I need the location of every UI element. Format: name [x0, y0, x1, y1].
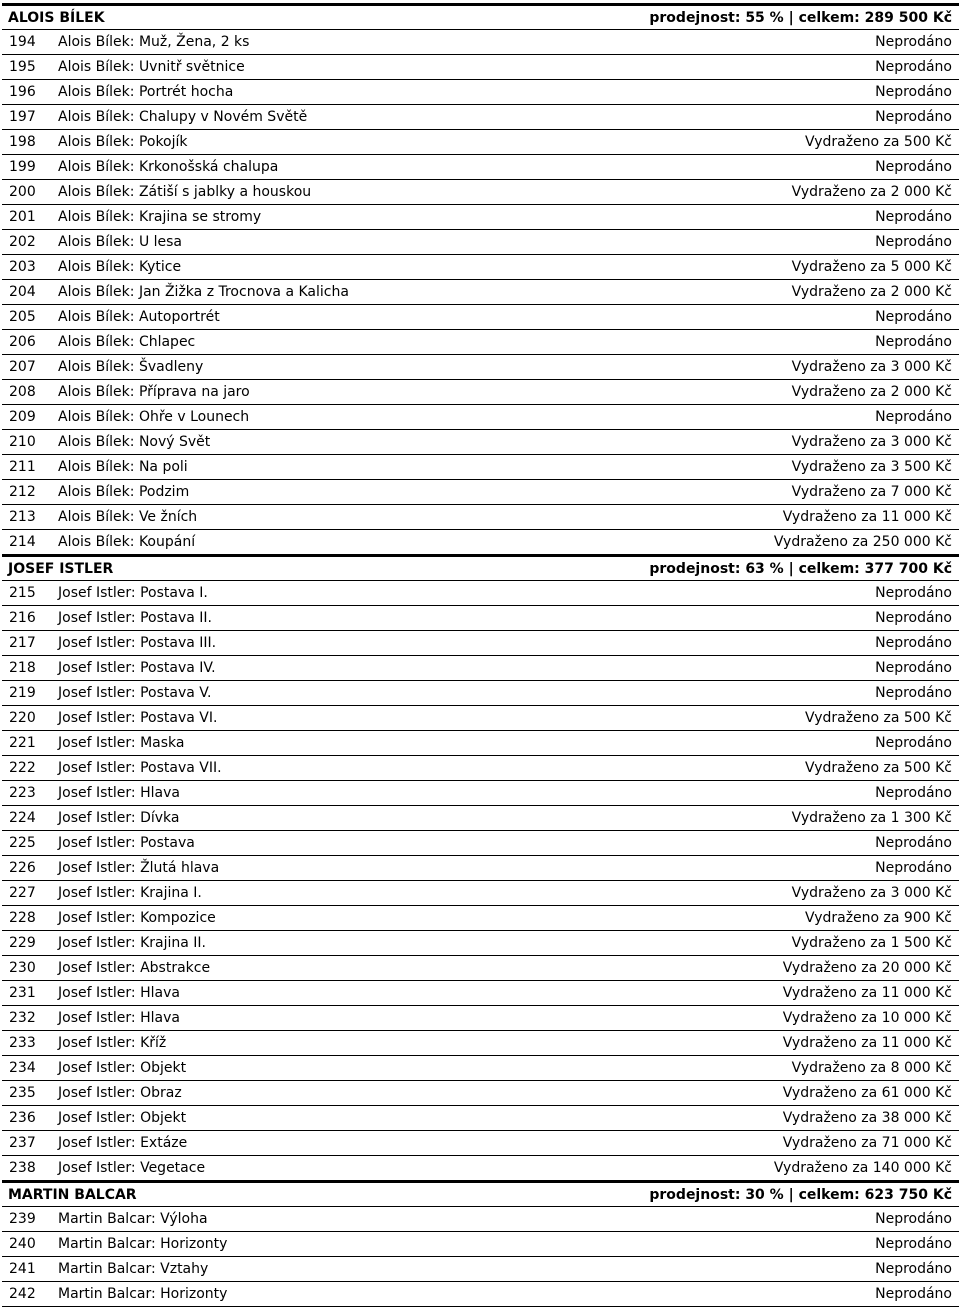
lot-result: Neprodáno [875, 309, 952, 325]
lot-result: Neprodáno [875, 585, 952, 601]
lot-result: Vydraženo za 7 000 Kč [791, 484, 952, 500]
lot-title: Josef Istler: Postava [58, 835, 195, 851]
lot-row [0, 530, 960, 554]
lot-title: Martin Balcar: Vztahy [58, 1261, 209, 1277]
lot-number: 215 [9, 585, 36, 601]
lot-row [0, 831, 960, 855]
lot-row [0, 55, 960, 79]
lot-number: 224 [9, 810, 36, 826]
artist-stats: prodejnost: 55 % | celkem: 289 500 Kč [649, 10, 952, 26]
lot-title: Alois Bílek: Podzim [58, 484, 190, 500]
lot-number: 212 [9, 484, 36, 500]
lot-row [0, 105, 960, 129]
lot-result: Neprodáno [875, 610, 952, 626]
lot-number: 228 [9, 910, 36, 926]
lot-number: 214 [9, 534, 36, 550]
lot-title: Josef Istler: Postava VI. [58, 710, 218, 726]
lot-result: Vydraženo za 2 000 Kč [791, 284, 952, 300]
lot-title: Alois Bílek: Příprava na jaro [58, 384, 250, 400]
lot-result: Neprodáno [875, 1236, 952, 1252]
artist-header [0, 1183, 960, 1206]
lot-number: 208 [9, 384, 36, 400]
artist-stats: prodejnost: 63 % | celkem: 377 700 Kč [649, 561, 952, 577]
lot-result: Neprodáno [875, 660, 952, 676]
lot-title: Josef Istler: Objekt [58, 1110, 187, 1126]
lot-row [0, 981, 960, 1005]
lot-number: 203 [9, 259, 36, 275]
lot-title: Alois Bílek: Chlapec [58, 334, 196, 350]
lot-row [0, 1156, 960, 1180]
lot-row [0, 405, 960, 429]
lot-number: 219 [9, 685, 36, 701]
lot-number: 233 [9, 1035, 36, 1051]
lot-number: 236 [9, 1110, 36, 1126]
lot-result: Neprodáno [875, 234, 952, 250]
lot-number: 217 [9, 635, 36, 651]
lot-row [0, 80, 960, 104]
lot-number: 223 [9, 785, 36, 801]
lot-result: Vydraženo za 1 500 Kč [791, 935, 952, 951]
lot-title: Alois Bílek: Jan Žižka z Trocnova a Kalicha [58, 284, 349, 300]
lot-title: Josef Istler: Postava III. [58, 635, 217, 651]
lot-number: 213 [9, 509, 36, 525]
lot-number: 237 [9, 1135, 36, 1151]
lot-row [0, 430, 960, 454]
lot-number: 207 [9, 359, 36, 375]
lot-result: Vydraženo za 2 000 Kč [791, 184, 952, 200]
lot-title: Alois Bílek: Zátiší s jablky a houskou [58, 184, 312, 200]
lot-result: Neprodáno [875, 1286, 952, 1302]
lot-number: 238 [9, 1160, 36, 1176]
lot-result: Vydraženo za 3 000 Kč [791, 885, 952, 901]
lot-number: 201 [9, 209, 36, 225]
lot-result: Vydraženo za 500 Kč [805, 710, 952, 726]
lot-number: 225 [9, 835, 36, 851]
lot-row [0, 1081, 960, 1105]
lot-row [0, 205, 960, 229]
row-rule [2, 1306, 959, 1307]
lot-result: Vydraženo za 11 000 Kč [782, 985, 952, 1001]
lot-result: Neprodáno [875, 209, 952, 225]
lot-number: 240 [9, 1236, 36, 1252]
lot-title: Josef Istler: Žlutá hlava [58, 860, 220, 876]
lot-row [0, 581, 960, 605]
lot-result: Vydraženo za 8 000 Kč [791, 1060, 952, 1076]
lot-title: Alois Bílek: Kytice [58, 259, 182, 275]
lot-number: 210 [9, 434, 36, 450]
lot-row [0, 756, 960, 780]
lot-row [0, 380, 960, 404]
lot-row [0, 881, 960, 905]
lot-row [0, 255, 960, 279]
lot-row [0, 631, 960, 655]
artist-header [0, 6, 960, 29]
lot-title: Josef Istler: Krajina I. [58, 885, 202, 901]
lot-row [0, 455, 960, 479]
lot-title: Alois Bílek: Pokojík [58, 134, 188, 150]
lot-row [0, 1106, 960, 1130]
lot-result: Neprodáno [875, 635, 952, 651]
lot-row [0, 1131, 960, 1155]
lot-title: Josef Istler: Vegetace [58, 1160, 206, 1176]
lot-result: Neprodáno [875, 1211, 952, 1227]
lot-row [0, 706, 960, 730]
lot-title: Martin Balcar: Horizonty [58, 1286, 228, 1302]
lot-row [0, 30, 960, 54]
lot-number: 200 [9, 184, 36, 200]
lot-number: 241 [9, 1261, 36, 1277]
lot-title: Alois Bílek: Krajina se stromy [58, 209, 262, 225]
lot-title: Alois Bílek: Švadleny [58, 359, 204, 375]
lot-result: Neprodáno [875, 1261, 952, 1277]
lot-result: Vydraženo za 500 Kč [805, 760, 952, 776]
lot-title: Josef Istler: Postava II. [58, 610, 212, 626]
lot-result: Neprodáno [875, 59, 952, 75]
lot-result: Vydraženo za 10 000 Kč [782, 1010, 952, 1026]
lot-result: Neprodáno [875, 84, 952, 100]
lot-title: Alois Bílek: Nový Svět [58, 434, 211, 450]
lot-number: 202 [9, 234, 36, 250]
lot-result: Neprodáno [875, 785, 952, 801]
lot-title: Josef Istler: Hlava [58, 785, 180, 801]
artist-name: JOSEF ISTLER [8, 561, 114, 577]
lot-row [0, 1056, 960, 1080]
lot-number: 226 [9, 860, 36, 876]
lot-row [0, 1207, 960, 1231]
lot-row [0, 806, 960, 830]
lot-result: Vydraženo za 3 000 Kč [791, 359, 952, 375]
lot-title: Josef Istler: Postava I. [58, 585, 208, 601]
lot-result: Vydraženo za 140 000 Kč [773, 1160, 952, 1176]
lot-title: Josef Istler: Postava VII. [58, 760, 222, 776]
lot-result: Vydraženo za 20 000 Kč [782, 960, 952, 976]
lot-row [0, 606, 960, 630]
artist-name: MARTIN BALCAR [8, 1187, 137, 1203]
lot-number: 196 [9, 84, 36, 100]
lot-number: 234 [9, 1060, 36, 1076]
lot-row [0, 1282, 960, 1306]
lot-row [0, 1232, 960, 1256]
artist-name: ALOIS BÍLEK [8, 10, 105, 26]
artist-stats: prodejnost: 30 % | celkem: 623 750 Kč [649, 1187, 952, 1203]
lot-number: 206 [9, 334, 36, 350]
lot-title: Alois Bílek: U lesa [58, 234, 183, 250]
lot-title: Martin Balcar: Výloha [58, 1211, 208, 1227]
lot-result: Neprodáno [875, 685, 952, 701]
lot-result: Neprodáno [875, 409, 952, 425]
lot-number: 232 [9, 1010, 36, 1026]
lot-number: 229 [9, 935, 36, 951]
lot-row [0, 330, 960, 354]
lot-number: 199 [9, 159, 36, 175]
lot-number: 205 [9, 309, 36, 325]
lot-result: Vydraženo za 1 300 Kč [791, 810, 952, 826]
lot-result: Neprodáno [875, 109, 952, 125]
lot-row [0, 1031, 960, 1055]
lot-result: Neprodáno [875, 835, 952, 851]
lot-result: Vydraženo za 2 000 Kč [791, 384, 952, 400]
lot-row [0, 230, 960, 254]
lot-number: 231 [9, 985, 36, 1001]
lot-title: Josef Istler: Kříž [58, 1035, 167, 1051]
lot-title: Josef Istler: Hlava [58, 985, 180, 1001]
lot-result: Vydraženo za 11 000 Kč [782, 509, 952, 525]
lot-title: Alois Bílek: Koupání [58, 534, 196, 550]
lot-number: 198 [9, 134, 36, 150]
lot-title: Alois Bílek: Muž, Žena, 2 ks [58, 34, 250, 50]
lot-number: 209 [9, 409, 36, 425]
lot-title: Alois Bílek: Autoportrét [58, 309, 220, 325]
lot-number: 194 [9, 34, 36, 50]
lot-title: Alois Bílek: Na poli [58, 459, 188, 475]
lot-number: 242 [9, 1286, 36, 1302]
lot-row [0, 180, 960, 204]
lot-result: Vydraženo za 3 500 Kč [791, 459, 952, 475]
lot-number: 227 [9, 885, 36, 901]
lot-row [0, 1257, 960, 1281]
lot-number: 222 [9, 760, 36, 776]
lot-number: 195 [9, 59, 36, 75]
lot-title: Josef Istler: Obraz [58, 1085, 182, 1101]
lot-number: 235 [9, 1085, 36, 1101]
lot-row [0, 906, 960, 930]
lot-number: 216 [9, 610, 36, 626]
lot-result: Vydraženo za 71 000 Kč [782, 1135, 952, 1151]
lot-result: Neprodáno [875, 34, 952, 50]
lot-number: 204 [9, 284, 36, 300]
lot-result: Vydraženo za 38 000 Kč [782, 1110, 952, 1126]
lot-number: 218 [9, 660, 36, 676]
lot-title: Josef Istler: Maska [58, 735, 185, 751]
lot-row [0, 480, 960, 504]
lot-title: Josef Istler: Extáze [58, 1135, 188, 1151]
lot-row [0, 681, 960, 705]
lot-result: Vydraženo za 61 000 Kč [782, 1085, 952, 1101]
lot-title: Josef Istler: Dívka [58, 810, 180, 826]
lot-title: Josef Istler: Krajina II. [58, 935, 206, 951]
artist-header [0, 557, 960, 580]
lot-result: Neprodáno [875, 159, 952, 175]
lot-number: 211 [9, 459, 36, 475]
lot-number: 197 [9, 109, 36, 125]
lot-title: Alois Bílek: Ve žních [58, 509, 198, 525]
lot-title: Josef Istler: Postava IV. [58, 660, 216, 676]
lot-row [0, 856, 960, 880]
lot-row [0, 155, 960, 179]
lot-row [0, 280, 960, 304]
lot-row [0, 130, 960, 154]
lot-row [0, 505, 960, 529]
lot-title: Alois Bílek: Ohře v Lounech [58, 409, 250, 425]
lot-result: Vydraženo za 5 000 Kč [791, 259, 952, 275]
lot-result: Vydraženo za 900 Kč [805, 910, 952, 926]
lot-result: Neprodáno [875, 735, 952, 751]
lot-number: 221 [9, 735, 36, 751]
lot-title: Josef Istler: Objekt [58, 1060, 187, 1076]
lot-title: Josef Istler: Hlava [58, 1010, 180, 1026]
lot-row [0, 656, 960, 680]
lot-row [0, 305, 960, 329]
lot-result: Vydraženo za 250 000 Kč [773, 534, 952, 550]
lot-title: Josef Istler: Abstrakce [58, 960, 211, 976]
lot-title: Martin Balcar: Horizonty [58, 1236, 228, 1252]
lot-title: Alois Bílek: Chalupy v Novém Světě [58, 109, 308, 125]
lot-title: Alois Bílek: Portrét hocha [58, 84, 234, 100]
lot-number: 220 [9, 710, 36, 726]
lot-result: Vydraženo za 500 Kč [805, 134, 952, 150]
lot-result: Vydraženo za 3 000 Kč [791, 434, 952, 450]
lot-row [0, 781, 960, 805]
lot-number: 230 [9, 960, 36, 976]
lot-title: Alois Bílek: Krkonošská chalupa [58, 159, 279, 175]
lot-title: Josef Istler: Kompozice [58, 910, 216, 926]
lot-result: Neprodáno [875, 860, 952, 876]
lot-row [0, 355, 960, 379]
lot-title: Alois Bílek: Uvnitř světnice [58, 59, 245, 75]
lot-row [0, 931, 960, 955]
lot-row [0, 1006, 960, 1030]
lot-number: 239 [9, 1211, 36, 1227]
lot-result: Neprodáno [875, 334, 952, 350]
lot-title: Josef Istler: Postava V. [58, 685, 212, 701]
lot-row [0, 731, 960, 755]
lot-row [0, 956, 960, 980]
lot-result: Vydraženo za 11 000 Kč [782, 1035, 952, 1051]
